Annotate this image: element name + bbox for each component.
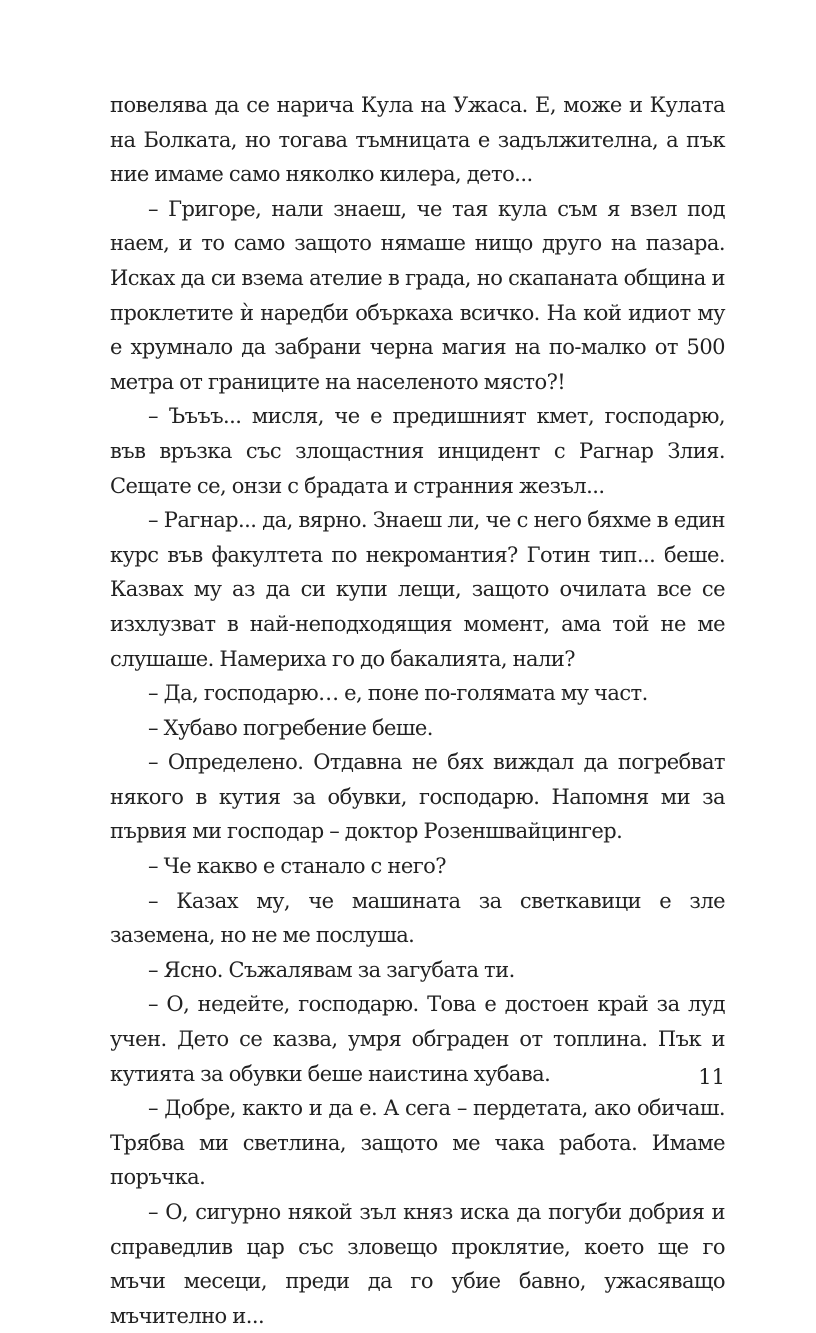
paragraph: – Че какво е станало с него? xyxy=(148,854,446,879)
paragraph: – Хубаво погребение беше. xyxy=(148,715,433,740)
paragraph: – Определено. Отдавна не бях виждал да погребват някого в кутия за обувки, господарю. Напомня ми за първия ми господар – доктор Розеншвайцингер. xyxy=(110,750,725,844)
paragraph: – Добре, както и да е. А сега – пердетата, ако обичаш. Трябва ми светлина, защото ме чака работа. Имаме поръчка. xyxy=(110,1096,725,1190)
paragraph: – Рагнар... да, вярно. Знаеш ли, че с него бяхме в един курс във факултета по некромантия? Готин тип... беше. Казвах му аз да си купи лещи, защото очилата все се изхлузват в най-неподходящия момент, ама той не ме слушаше. Намериха го до бакалията, нали? xyxy=(110,508,725,671)
paragraph: – Да, господарю… е, поне по-голямата му част. xyxy=(148,681,648,706)
paragraph: – Казах му, че машината за светкавици е зле заземена, но не ме послуша. xyxy=(110,888,725,948)
page-number: 11 xyxy=(698,1065,725,1089)
paragraph: – Ъъъъ... мисля, че е предишният кмет, господарю, във връзка със злощастния инцидент с Рагнар Злия. Сещате се, онзи с брадата и странния жезъл... xyxy=(110,404,725,498)
paragraph: – Ясно. Съжалявам за загубата ти. xyxy=(148,957,515,982)
paragraph: – Григоре, нали знаеш, че тая кула съм я взел под наем, и то само защото нямаше нищо друго на пазара. Исках да си взема ателие в града, но скапаната община и проклетите ѝ наредби объркаха всичко. На кой идиот му е хрумнало да забрани черна магия на по-малко от 500 метра от границите на населеното място?! xyxy=(110,196,725,394)
paragraph: – О, сигурно някой зъл княз иска да погуби добрия и справедлив цар със зловещо проклятие, което ще го мъчи месеци, преди да го убие бавно, ужасяващо мъчително и... xyxy=(110,1200,725,1328)
paragraph: повелява да се нарича Кула на Ужаса. Е, може и Кулата на Болката, но тогава тъмницата е задължителна, а пък ние имаме само няколко килера, дето... xyxy=(110,93,725,187)
paragraph: – О, недейте, господарю. Това е достоен край за луд учен. Дето се казва, умря обграден от топлина. Пък и кутията за обувки беше наистина хубава. xyxy=(110,992,725,1086)
page-body xyxy=(110,88,725,1333)
